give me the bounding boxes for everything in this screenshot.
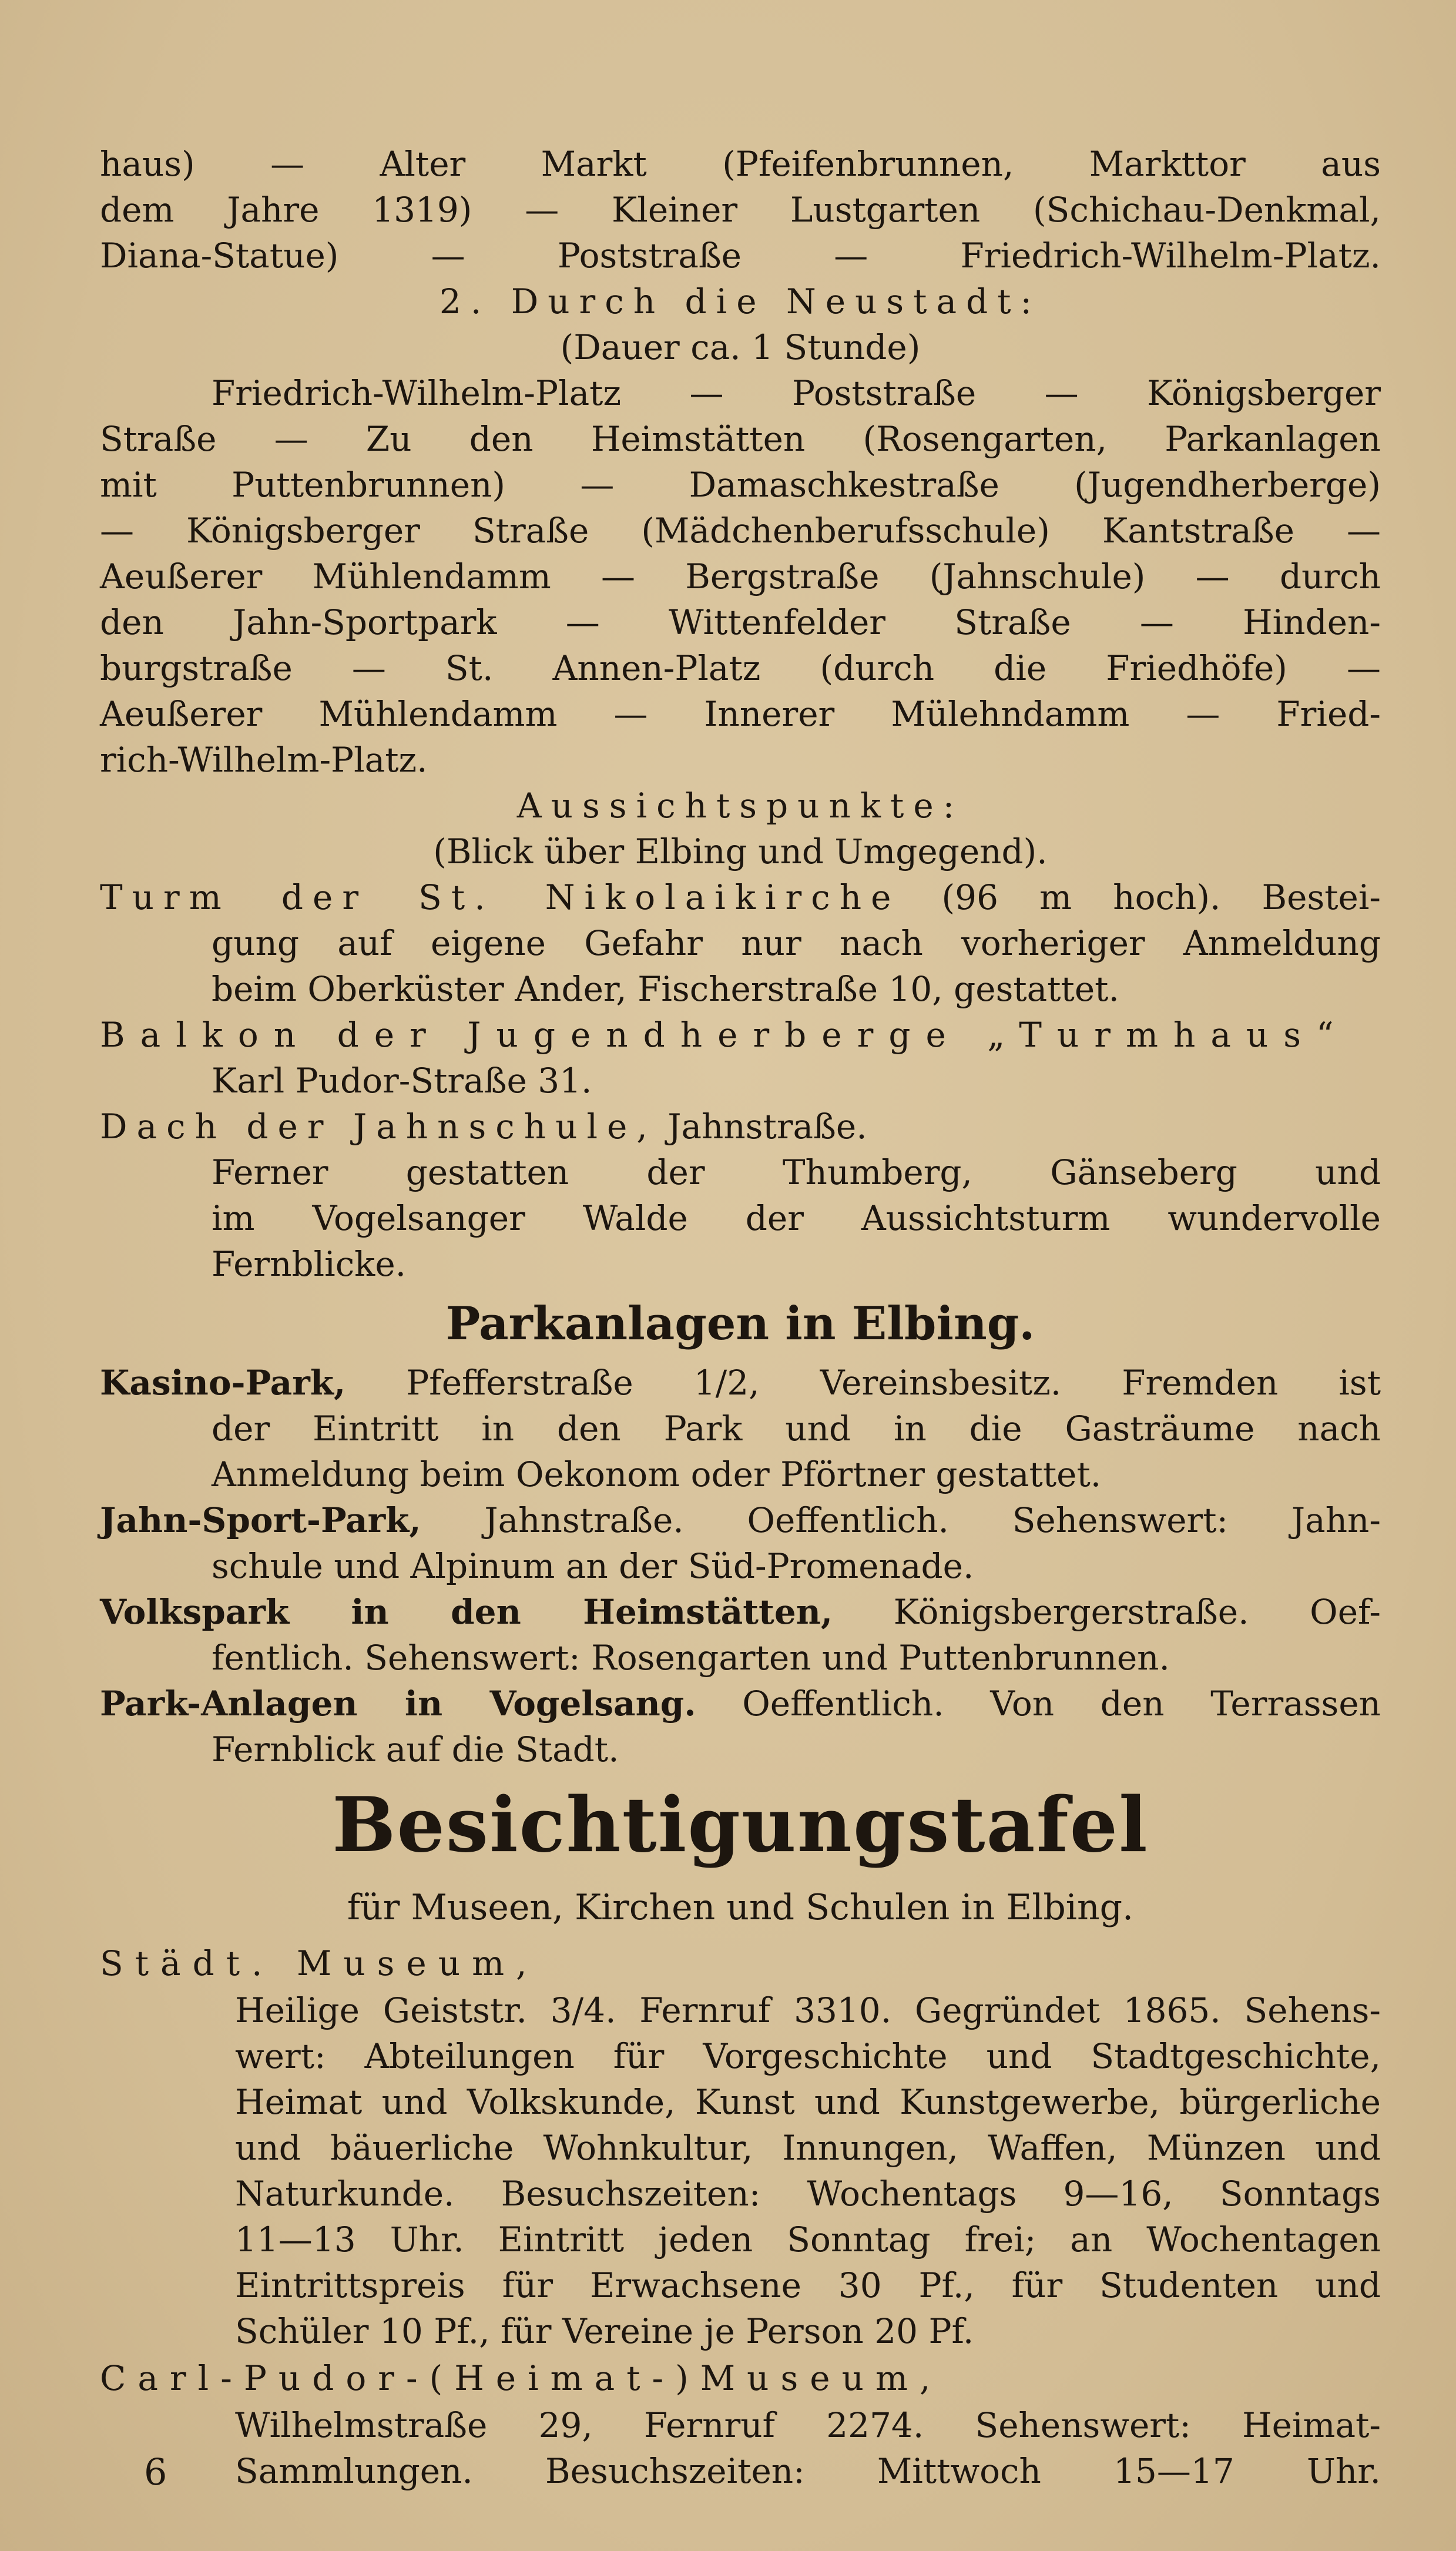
viewpoint-roof-label: Dach der Jahnschule, xyxy=(100,1107,657,1147)
park-text: Jahnstraße. Oeffentlich. Sehenswert: Jahn- xyxy=(484,1500,1381,1540)
museum-line: Sammlungen. Besuchszeiten: Mittwoch 15—17 Uhr. xyxy=(235,2451,1381,2491)
overview-title: Besichtigungstafel xyxy=(332,1781,1149,1869)
tour2-line: — Königsberger Straße (Mädchenberufsschule) Kantstraße — xyxy=(100,511,1381,551)
park-text: Pfefferstraße 1/2, Vereinsbesitz. Fremden ist xyxy=(406,1363,1381,1403)
park-line: Anmeldung beim Oekonom oder Pförtner gestattet. xyxy=(212,1454,1102,1494)
park-entry xyxy=(100,1497,1381,1543)
intro-line: haus) — Alter Markt (Pfeifenbrunnen, Markttor aus xyxy=(100,144,1381,184)
tour2-line: Aeußerer Mühlendamm — Innerer Mülehndamm — Fried- xyxy=(100,694,1381,734)
park-line: schule und Alpinum an der Süd-Promenade. xyxy=(212,1546,974,1586)
viewpoint-tower-rest: (96 m hoch). Bestei- xyxy=(941,877,1381,917)
park-line: der Eintritt in den Park und in die Gasträume nach xyxy=(212,1409,1381,1449)
park-text: Königsbergerstraße. Oef- xyxy=(893,1592,1381,1632)
tour2-line: rich-Wilhelm-Platz. xyxy=(100,740,428,780)
viewpoint-further-line: im Vogelsanger Walde der Aussichtsturm wundervolle xyxy=(212,1198,1381,1238)
tour2-line: mit Puttenbrunnen) — Damaschkestraße (Jugendherberge) xyxy=(100,465,1381,505)
tour2-line: Straße — Zu den Heimstätten (Rosengarten, Parkanlagen xyxy=(100,419,1381,459)
tour2-duration: (Dauer ca. 1 Stunde) xyxy=(560,327,921,367)
park-name: Jahn-Sport-Park, xyxy=(100,1500,421,1540)
museum-name: Städt. Museum, xyxy=(100,1943,539,1983)
park-name: Volkspark in den Heimstätten, xyxy=(100,1592,833,1632)
park-line: Fernblick auf die Stadt. xyxy=(212,1729,619,1769)
viewpoint-balcony-address: Karl Pudor-Straße 31. xyxy=(212,1061,592,1101)
museum-line: Eintrittspreis für Erwachsene 30 Pf., für Studenten und xyxy=(235,2265,1381,2305)
viewpoint-tower xyxy=(100,874,1381,920)
parks-title: Parkanlagen in Elbing. xyxy=(445,1297,1035,1350)
viewpoint-roof xyxy=(100,1104,1381,1149)
park-name: Park-Anlagen in Vogelsang. xyxy=(100,1684,696,1724)
museum-line: und bäuerliche Wohnkultur, Innungen, Waffen, Münzen und xyxy=(235,2128,1381,2168)
park-entry xyxy=(100,1681,1381,1727)
tour2-line: burgstraße — St. Annen-Platz (durch die Friedhöfe) — xyxy=(100,648,1381,688)
tour2-heading: 2. Durch die Neustadt: xyxy=(439,281,1042,321)
overview-subtitle: für Museen, Kirchen und Schulen in Elbing. xyxy=(347,1887,1134,1928)
tour2-line: den Jahn-Sportpark — Wittenfelder Straße — Hinden- xyxy=(100,602,1381,642)
museum-line: 11—13 Uhr. Eintritt jeden Sonntag frei; an Wochentagen xyxy=(235,2220,1381,2260)
viewpoint-tower-label: Turm der St. Nikolaikirche xyxy=(100,877,901,917)
tour2-line: Friedrich-Wilhelm-Platz — Poststraße — Königsberger xyxy=(212,373,1381,413)
viewpoint-further-line: Fernblicke. xyxy=(212,1244,407,1284)
museum-line: Heimat und Volkskunde, Kunst und Kunstgewerbe, bürgerliche xyxy=(235,2082,1381,2122)
viewpoint-further-line: Ferner gestatten der Thumberg, Gänseberg und xyxy=(212,1152,1381,1192)
viewpoint-balcony: Balkon der Jugendherberge „Turmhaus“ xyxy=(100,1015,1349,1055)
museum-line: Heilige Geiststr. 3/4. Fernruf 3310. Gegründet 1865. Sehens- xyxy=(235,1990,1381,2030)
museum-line: wert: Abteilungen für Vorgeschichte und Stadtgeschichte, xyxy=(235,2036,1381,2076)
park-entry xyxy=(100,1589,1381,1635)
museum-name: Carl-Pudor-(Heimat-)Museum, xyxy=(100,2358,942,2398)
viewpoint-tower-line: gung auf eigene Gefahr nur nach vorheriger Anmeldung xyxy=(212,923,1381,963)
page-text xyxy=(100,141,1381,2494)
park-entry xyxy=(100,1360,1381,1406)
park-line: fentlich. Sehenswert: Rosengarten und Puttenbrunnen. xyxy=(212,1638,1170,1678)
viewpoints-heading: Aussichtspunkte: xyxy=(516,786,964,826)
intro-line: dem Jahre 1319) — Kleiner Lustgarten (Schichau-Denkmal, xyxy=(100,190,1381,230)
museum-line: Naturkunde. Besuchszeiten: Wochentags 9—16, Sonntags xyxy=(235,2174,1381,2214)
viewpoint-tower-line: beim Oberküster Ander, Fischerstraße 10, gestattet. xyxy=(212,969,1119,1009)
viewpoint-roof-rest: Jahnstraße. xyxy=(667,1107,867,1147)
page-number: 6 xyxy=(144,2451,167,2493)
intro-line: Diana-Statue) — Poststraße — Friedrich-Wilhelm-Platz. xyxy=(100,236,1381,276)
museum-line: Wilhelmstraße 29, Fernruf 2274. Sehenswert: Heimat- xyxy=(235,2405,1381,2445)
viewpoints-subheading: (Blick über Elbing und Umgegend). xyxy=(433,832,1048,871)
park-text: Oeffentlich. Von den Terrassen xyxy=(742,1684,1381,1724)
park-name: Kasino-Park, xyxy=(100,1363,346,1403)
tour2-line: Aeußerer Mühlendamm — Bergstraße (Jahnschule) — durch xyxy=(100,557,1381,596)
museum-line: Schüler 10 Pf., für Vereine je Person 20 Pf. xyxy=(235,2311,974,2351)
